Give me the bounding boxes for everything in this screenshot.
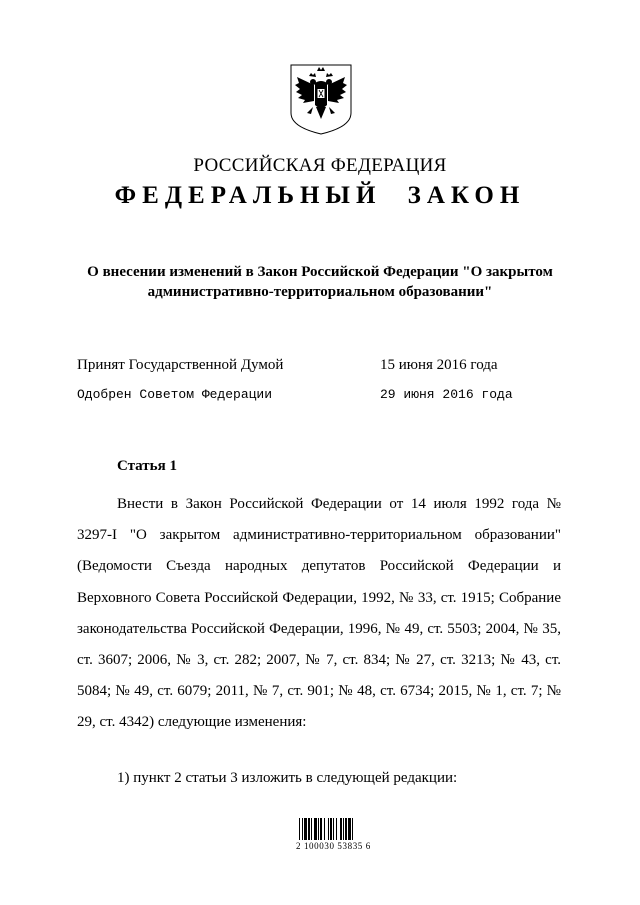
council-label: Одобрен Советом Федерации [77,387,273,402]
duma-date: 15 июня 2016 года [380,357,498,373]
article-item-1: 1) пункт 2 статьи 3 изложить в следующей редакции: [117,770,458,786]
law-title: О внесении изменений в Закон Российской Федерации "О закрытом административно-территориальном образовании" [87,264,553,300]
country-name: РОССИЙСКАЯ ФЕДЕРАЦИЯ [193,155,447,176]
barcode-icon [298,818,370,858]
article-heading: Статья 1 [117,458,177,474]
council-date: 29 июня 2016 года [380,387,513,402]
coat-of-arms-icon [289,63,353,136]
article-paragraph: Внести в Закон Российской Федерации от 14 июля 1992 года № 3297-I "О закрытом административно-территориальном образовании" (Ведомости Съезда народных депутатов Российской Федерации и Верховного Совета Российской Федерации, 1992, № 33, ст. 1915; Собрание законодательства Российской Федерации, 1996, № 49, ст. 5503; 2004, № 35, ст. 3607; 2006, № 3, ст. 282; 2007, № 7, ст. 834; № 27, ст. 3213; № 43, ст. 5084; № 49, ст. 6079; 2011, № 7, ст. 901; № 48, ст. 6734; 2015, № 1, ст. 7; № 29, ст. 4342) следующие изменения: [77,496,561,731]
document-type: ФЕДЕРАЛЬНЫЙ ЗАКОН [114,182,526,209]
barcode-number: 2 100030 53835 6 [296,841,371,851]
duma-label: Принят Государственной Думой [77,357,284,373]
